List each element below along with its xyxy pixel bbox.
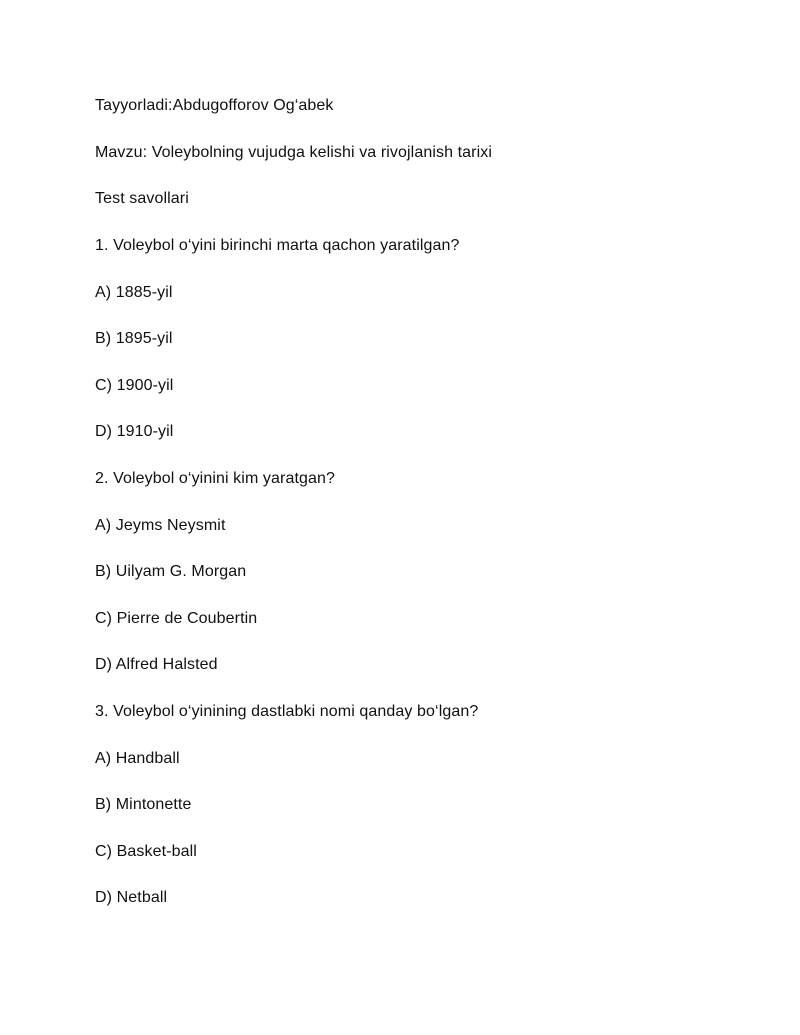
author-line: Tayyorladi:Abdugofforov Og‘abek — [95, 97, 334, 114]
question-2-option-c: C) Pierre de Coubertin — [95, 610, 258, 627]
topic-line: Mavzu: Voleybolning vujudga kelishi va rivojlanish tarixi — [95, 144, 493, 161]
question-2-option-a: A) Jeyms Neysmit — [95, 517, 226, 534]
question-1: 1. Voleybol o‘yini birinchi marta qachon yaratilgan? — [95, 237, 460, 254]
question-3: 3. Voleybol o‘yinining dastlabki nomi qanday bo‘lgan? — [95, 703, 479, 720]
question-3-option-a: A) Handball — [95, 750, 180, 767]
question-3-option-d: D) Netball — [95, 889, 168, 906]
question-1-option-c: C) 1900-yil — [95, 377, 174, 394]
question-1-option-a: A) 1885-yil — [95, 284, 173, 301]
question-3-option-c: C) Basket-ball — [95, 843, 197, 860]
question-1-option-d: D) 1910-yil — [95, 423, 174, 440]
question-2-option-d: D) Alfred Halsted — [95, 656, 218, 673]
question-2: 2. Voleybol o‘yinini kim yaratgan? — [95, 470, 335, 487]
question-1-option-b: B) 1895-yil — [95, 330, 173, 347]
question-2-option-b: B) Uilyam G. Morgan — [95, 563, 247, 580]
question-3-option-b: B) Mintonette — [95, 796, 192, 813]
section-title: Test savollari — [95, 190, 189, 207]
